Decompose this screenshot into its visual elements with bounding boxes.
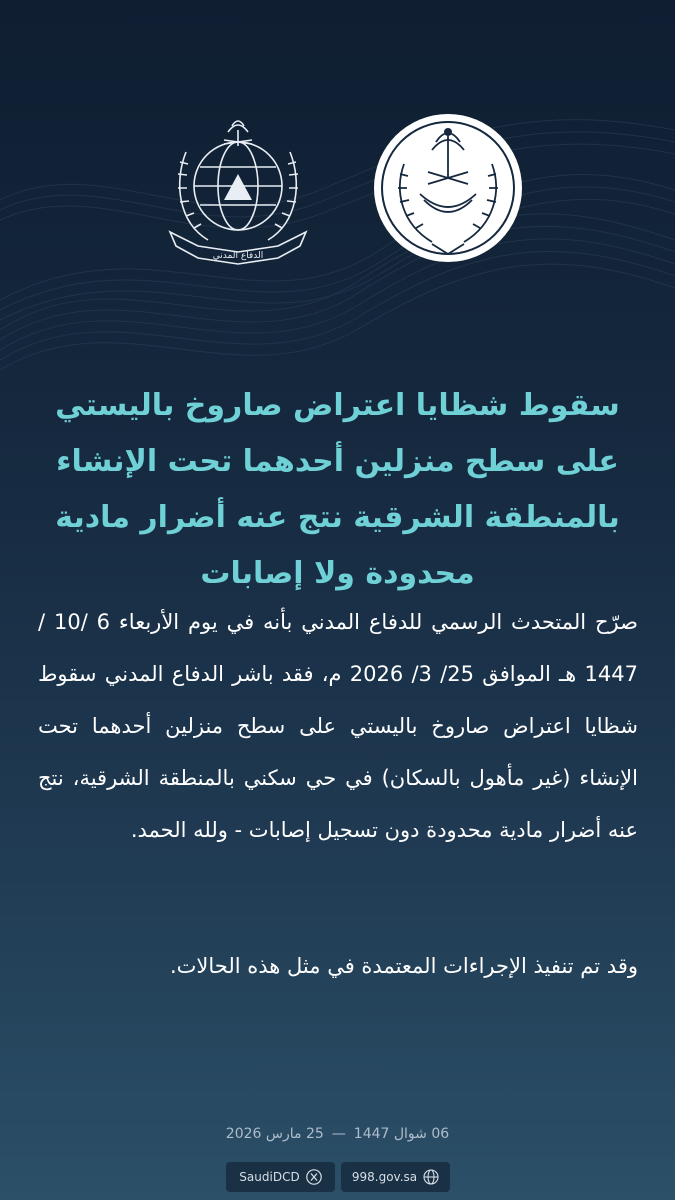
- website-link[interactable]: [341, 1162, 450, 1192]
- date-separator: —: [331, 1126, 346, 1142]
- x-handle: SaudiDCD: [239, 1170, 300, 1184]
- date-line: [0, 1126, 675, 1142]
- moi-emblem-icon: [372, 112, 524, 272]
- gregorian-date: 25 مارس 2026: [225, 1126, 324, 1142]
- body-paragraph: صرّح المتحدث الرسمي للدفاع المدني بأنه في يوم الأربعاء 6 /10 / 1447 هـ الموافق 25/ 3/ 2026 م، فقد باشر الدفاع المدني سقوط شظايا اعتراض صاروخ باليستي على سطح منزلين أحدهما تحت الإنشاء (غير مأهول بالسكان) في حي سكني بالمنطقة الشرقية، نتج عنه أضرار مادية محدودة دون تسجيل إصابات - ولله الحمد.: [38, 610, 638, 842]
- x-logo-icon: [306, 1169, 322, 1185]
- civil-defense-emblem-icon: [158, 112, 318, 272]
- website-url: 998.gov.sa: [351, 1170, 418, 1184]
- hijri-date: 06 شوال 1447: [353, 1126, 450, 1142]
- closing-paragraph: وقد تم تنفيذ الإجراءات المعتمدة في مثل هذه الحالات.: [169, 954, 638, 978]
- background-waves: [0, 0, 675, 400]
- globe-icon: [423, 1169, 439, 1185]
- svg-text:الدفاع المدني: الدفاع المدني: [212, 251, 264, 261]
- headline: سقوط شظايا اعتراض صاروخ باليستي على سطح منزلين أحدهما تحت الإنشاء بالمنطقة الشرقية نتج عنه أضرار مادية محدودة ولا إصابات: [55, 388, 620, 591]
- x-handle-link[interactable]: [226, 1162, 335, 1192]
- footer: [226, 1162, 450, 1192]
